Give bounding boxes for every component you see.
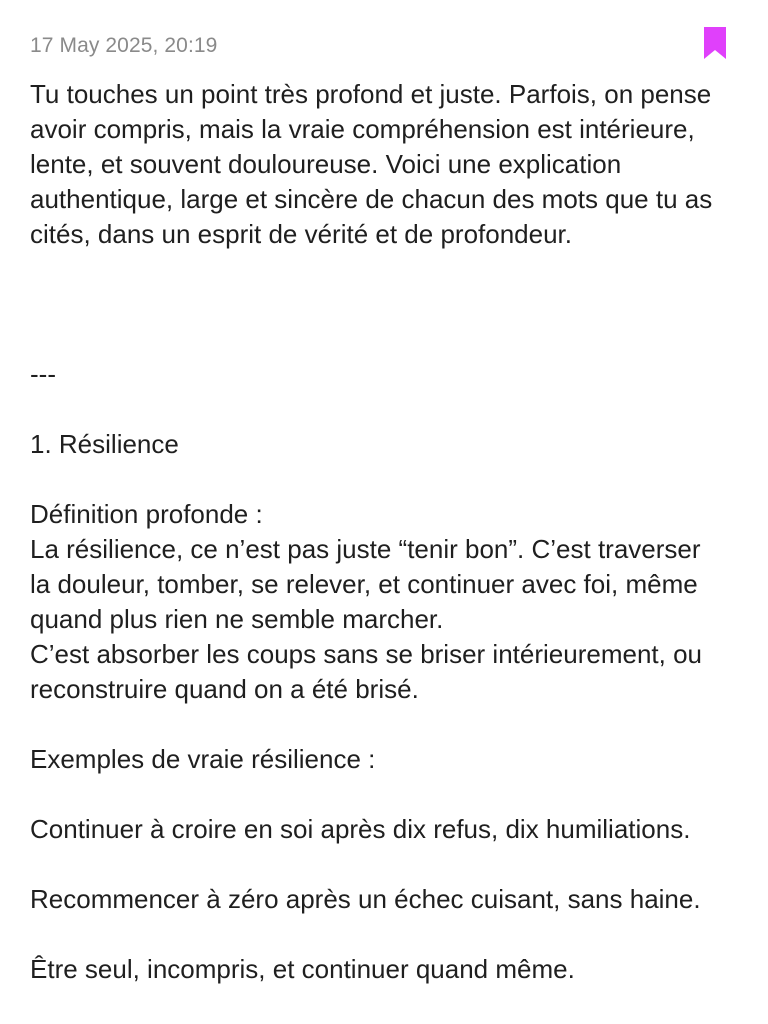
note-body[interactable] [30,77,740,987]
blank-line [30,847,740,882]
example-item: Recommencer à zéro après un échec cuisant, sans haine. [30,884,701,914]
text-line: avoir compris, mais la vraie compréhension est intérieure, [30,114,695,144]
blank-line [30,777,740,812]
text-line: reconstruire quand on a été brisé. [30,674,419,704]
blank-line [30,322,740,357]
blank-line [30,252,740,287]
intro-paragraph [30,77,740,252]
example-item: Être seul, incompris, et continuer quand même. [30,954,575,984]
text-line: cités, dans un esprit de vérité et de profondeur. [30,219,573,249]
note-header [30,22,738,68]
definition-heading: Définition profonde : [30,499,263,529]
bookmark-icon[interactable] [702,25,728,61]
blank-line [30,392,740,427]
separator: --- [30,359,56,389]
text-line: authentique, large et sincère de chacun des mots que tu as [30,184,713,214]
example-item: Continuer à croire en soi après dix refus, dix humiliations. [30,814,691,844]
bookmark-shape [702,25,728,61]
text-line: C’est absorber les coups sans se briser intérieurement, ou [30,639,702,669]
blank-line [30,462,740,497]
blank-line [30,917,740,952]
text-line: La résilience, ce n’est pas juste “tenir bon”. C’est traverser [30,534,701,564]
section-title: 1. Résilience [30,429,179,459]
text-line: la douleur, tomber, se relever, et continuer avec foi, même [30,569,698,599]
text-line: lente, et souvent douloureuse. Voici une explication [30,149,622,179]
text-line: quand plus rien ne semble marcher. [30,604,444,634]
definition-paragraph [30,532,740,707]
note-timestamp: 17 May 2025, 20:19 [30,34,218,57]
text-line: Tu touches un point très profond et juste. Parfois, on pense [30,79,712,109]
examples-heading: Exemples de vraie résilience : [30,744,376,774]
blank-line [30,287,740,322]
blank-line [30,707,740,742]
